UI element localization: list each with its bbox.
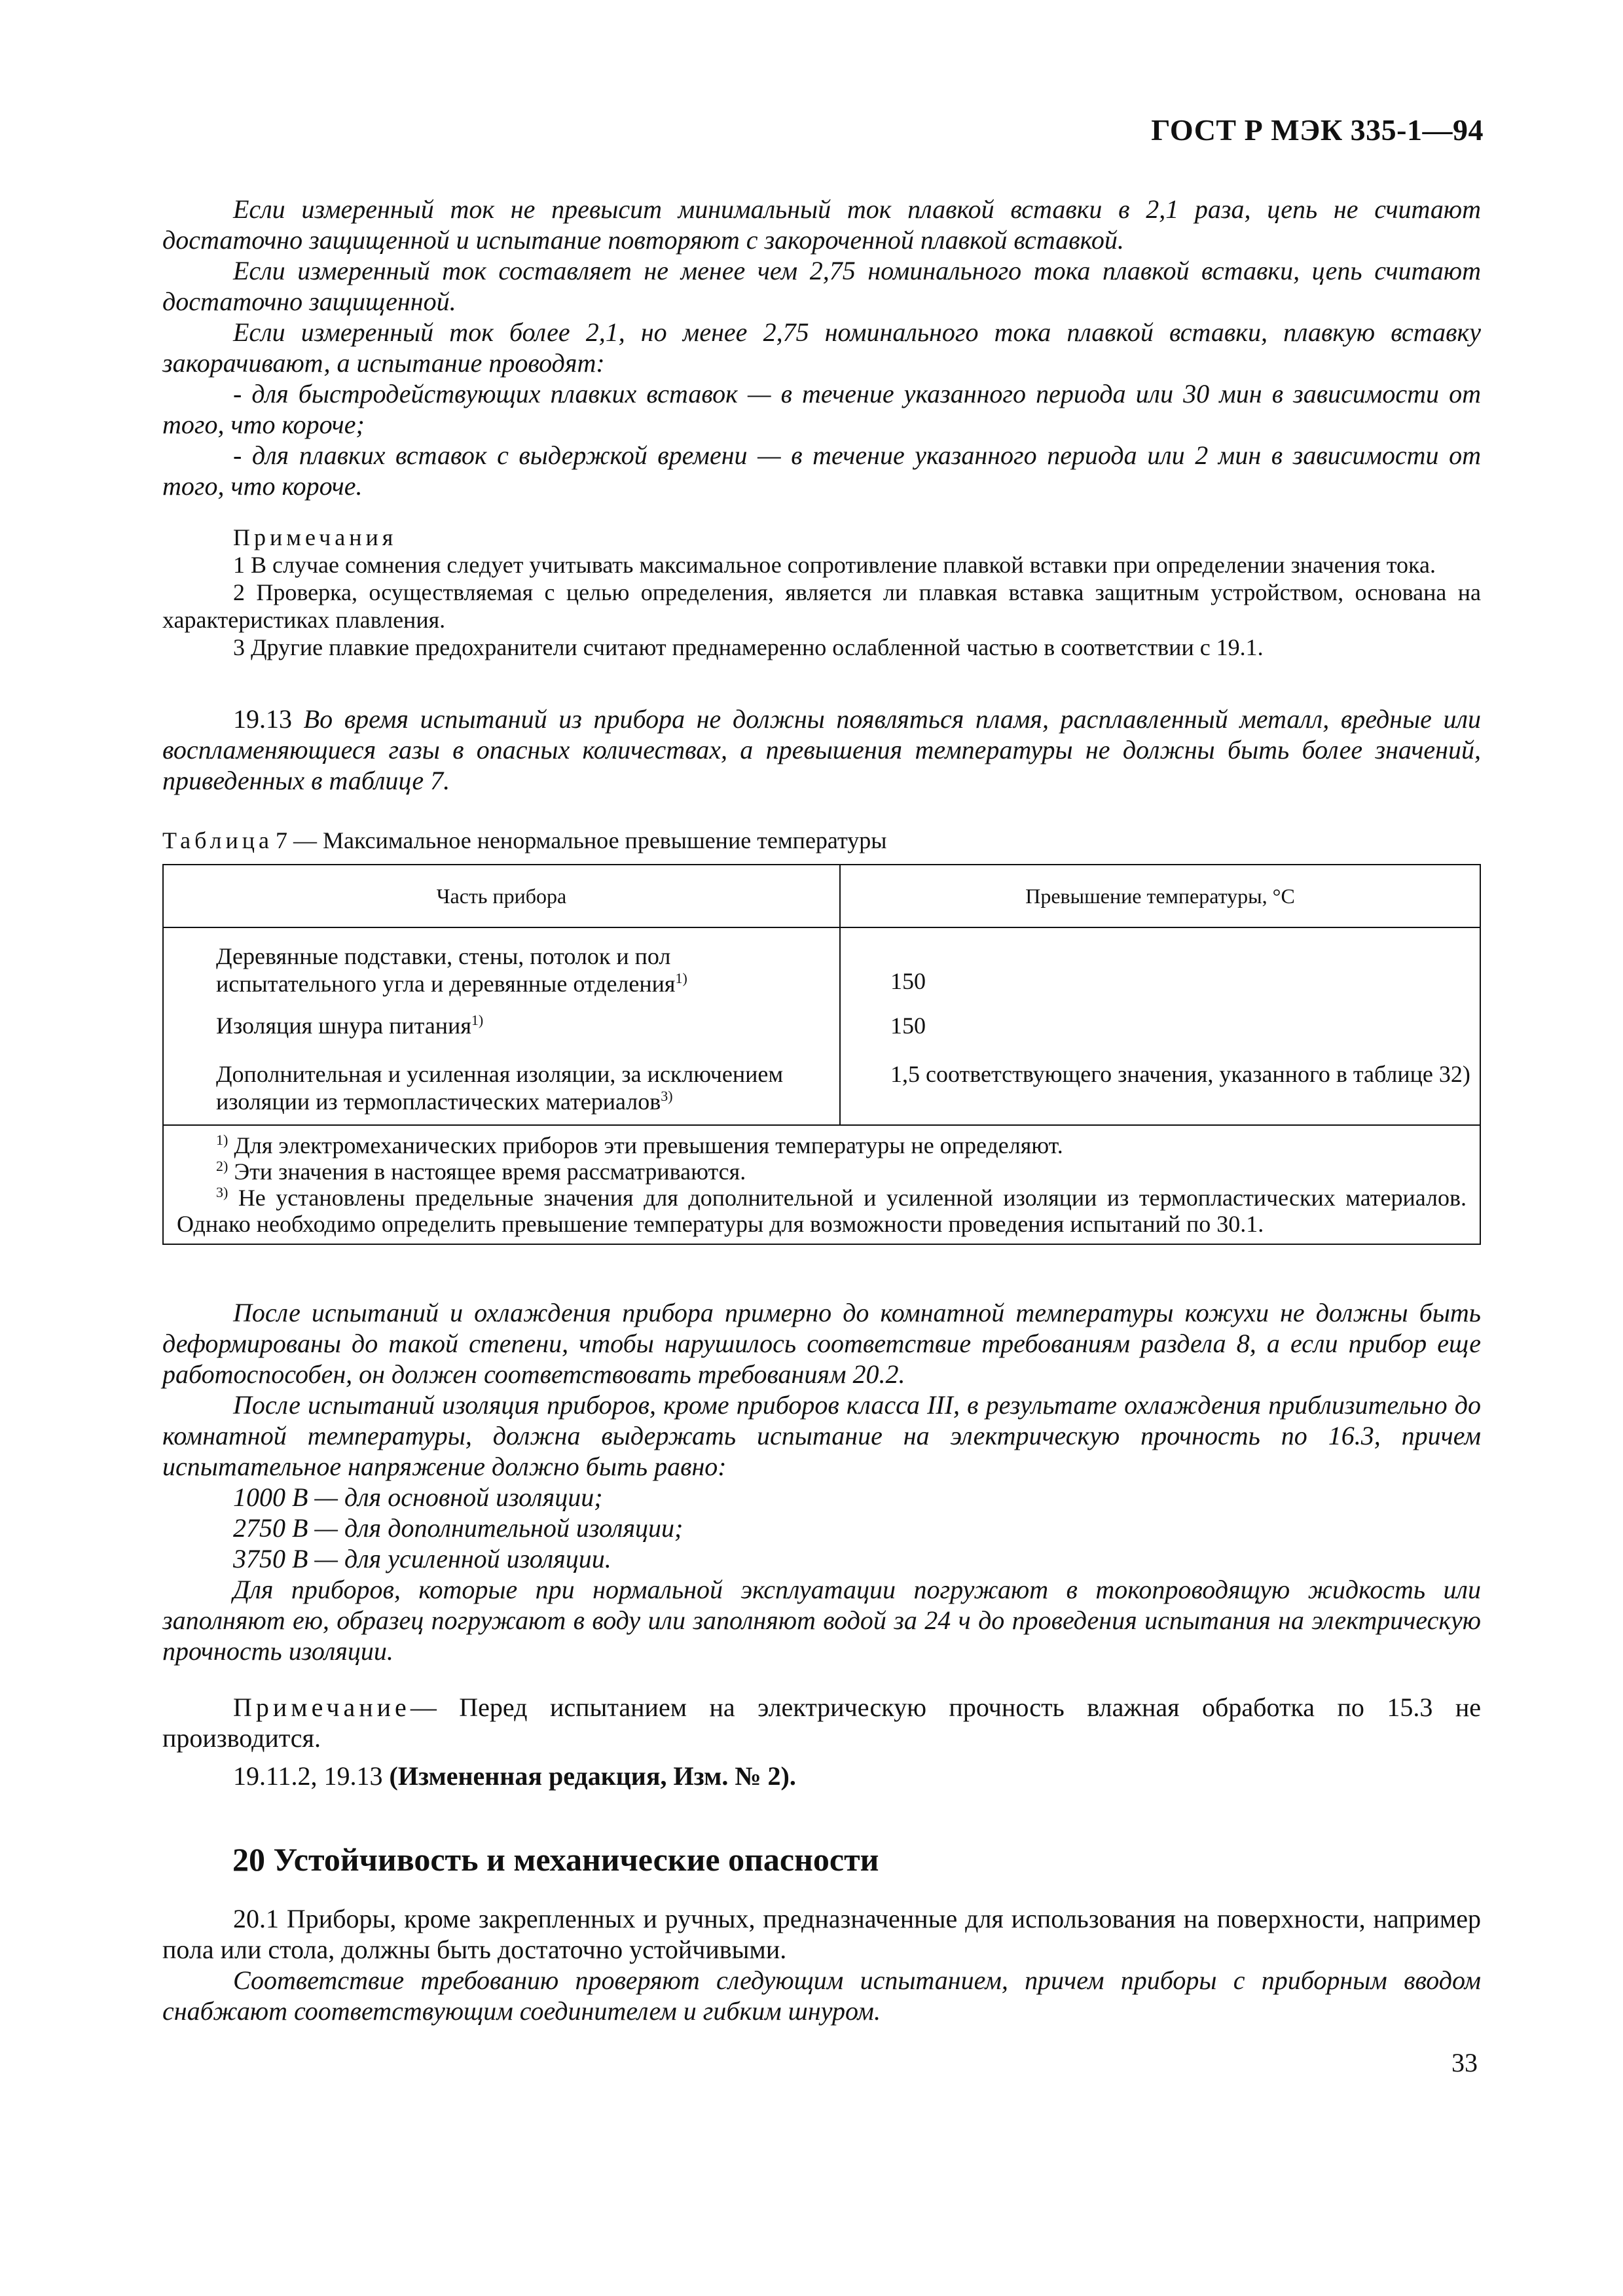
page-number: 33 bbox=[1451, 2048, 1478, 2077]
clause-number: 19.13 bbox=[233, 704, 292, 734]
clause-19-13 bbox=[162, 704, 1481, 796]
table-cell-value: 150 bbox=[840, 1003, 1480, 1045]
table-footnote: $^{1)}$ Для электромеханических приборов эти превышения температуры не определяют. bbox=[216, 1132, 1063, 1158]
note-item: 2 Проверка, осуществляемая с целью определения, является ли плавкая вставка защитным устройством, основана на характеристиках плавления. bbox=[162, 579, 1481, 633]
paragraph: Для приборов, которые при нормальной эксплуатации погружают в токопроводящую жидкость или заполняют ею, образец погружают в воду или заполняют водой за 24 ч до проведения испытания на электрическую прочность изоляции. bbox=[162, 1575, 1481, 1666]
table-cell-value: 150 bbox=[840, 927, 1480, 1003]
paragraph: Если измеренный ток более 2,1, но менее 2,75 номинального тока плавкой вставки, плавкую вставку закорачивают, а испытание проводят: bbox=[162, 317, 1481, 378]
note-label: Примечание bbox=[233, 1693, 410, 1722]
paragraph: После испытаний изоляция приборов, кроме приборов класса III, в результате охлаждения приблизительно до комнатной температуры, должна выдержать испытание на электрическую прочность по 16.3, причем испытательное напряжение должно быть равно: bbox=[162, 1390, 1481, 1481]
paragraph: Если измеренный ток не превысит минимальный ток плавкой вставки в 2,1 раза, цепь не считают достаточно защищенной и испытание повторяют с закороченной плавкой вставкой. bbox=[162, 194, 1481, 255]
table-caption-text: 7 — Максимальное ненормальное превышение температуры bbox=[275, 827, 887, 853]
table-header-temperature: Превышение температуры, °С bbox=[840, 865, 1480, 927]
paragraph: - для быстродействующих плавких вставок — в течение указанного периода или 30 мин в зависимости от того, что короче; bbox=[162, 379, 1481, 439]
notes-title: Примечания bbox=[233, 524, 397, 550]
table-caption bbox=[162, 827, 1481, 854]
temperature-table bbox=[162, 864, 1481, 1245]
note-block bbox=[162, 1692, 1481, 1753]
table-cell-part: Дополнительная и усиленная изоляции, за исключением изоляции из термопластических материалов$^{3)}$ bbox=[163, 1045, 840, 1125]
voltage-item: 2750 В — для дополнительной изоляции; bbox=[233, 1513, 684, 1543]
note-text: — Перед испытанием на электрическую прочность влажная обработка по 15.3 не производится. bbox=[162, 1693, 1481, 1753]
table-footnote: $^{2)}$ Эти значения в настоящее время рассматриваются. bbox=[216, 1158, 746, 1185]
table-footnote: $^{3)}$ Не установлены предельные значения для дополнительной и усиленной изоляции из термопластических материалов. Однако необходимо определить превышение температуры для возможности проведения испытаний по 30.1. bbox=[177, 1184, 1467, 1237]
note-item: 1 В случае сомнения следует учитывать максимальное сопротивление плавкой вставки при определении значения тока. bbox=[233, 552, 1436, 578]
table-row bbox=[163, 1003, 1480, 1045]
table-cell-part: Деревянные подставки, стены, потолок и пол испытательного угла и деревянные отделения$^{1)}$ bbox=[163, 927, 840, 1003]
paragraph: Соответствие требованию проверяют следующим испытанием, причем приборы с приборным вводом снабжают соответствующим соединителем и гибким шнуром. bbox=[162, 1965, 1481, 2026]
amendment-line bbox=[162, 1761, 1481, 1791]
table-row bbox=[163, 927, 1480, 1003]
paragraph: После испытаний и охлаждения прибора примерно до комнатной температуры кожухи не должны быть деформированы до такой степени, чтобы нарушилось соответствие требованиям раздела 8, а если прибор еще работоспособен, он должен соответствовать требованиям 20.2. bbox=[162, 1298, 1481, 1389]
document-code-header: ГОСТ Р МЭК 335-1—94 bbox=[1151, 113, 1484, 147]
voltage-item: 1000 В — для основной изоляции; bbox=[233, 1482, 603, 1512]
table-caption-label: Таблица bbox=[162, 827, 273, 853]
paragraph: Если измеренный ток составляет не менее чем 2,75 номинального тока плавкой вставки, цепь считают достаточно защищенной. bbox=[162, 256, 1481, 316]
clause-20-1 bbox=[162, 1903, 1481, 2026]
table-row bbox=[163, 1045, 1480, 1125]
table-footnotes bbox=[163, 1125, 1480, 1244]
amendment-refs: 19.11.2, 19.13 bbox=[233, 1761, 383, 1791]
paragraph: 20.1 Приборы, кроме закрепленных и ручных, предназначенные для использования на поверхности, например пола или стола, должны быть достаточно устойчивыми. bbox=[162, 1904, 1481, 1964]
notes-block bbox=[162, 524, 1481, 661]
section-heading: 20 Устойчивость и механические опасности bbox=[232, 1841, 879, 1878]
post-test-paragraphs bbox=[162, 1297, 1481, 1666]
table-cell-part: Изоляция шнура питания$^{1)}$ bbox=[163, 1003, 840, 1045]
voltage-item: 3750 В — для усиленной изоляции. bbox=[233, 1544, 611, 1573]
paragraph: - для плавких вставок с выдержкой времени — в течение указанного периода или 2 мин в зависимости от того, что короче. bbox=[162, 440, 1481, 501]
note-item: 3 Другие плавкие предохранители считают преднамеренно ослабленной частью в соответствии с 19.1. bbox=[233, 634, 1264, 660]
fuse-test-paragraphs bbox=[162, 194, 1481, 501]
amendment-text: (Измененная редакция, Изм. № 2). bbox=[389, 1761, 796, 1791]
table-cell-value: 1,5 соответствующего значения, указанного в таблице 32) bbox=[840, 1045, 1480, 1125]
clause-text: Во время испытаний из прибора не должны появляться пламя, расплавленный металл, вредные или воспламеняющиеся газы в опасных количествах, а превышения температуры не должны быть более значений, приведенных в таблице 7. bbox=[162, 704, 1482, 795]
table-header-part: Часть прибора bbox=[163, 865, 840, 927]
